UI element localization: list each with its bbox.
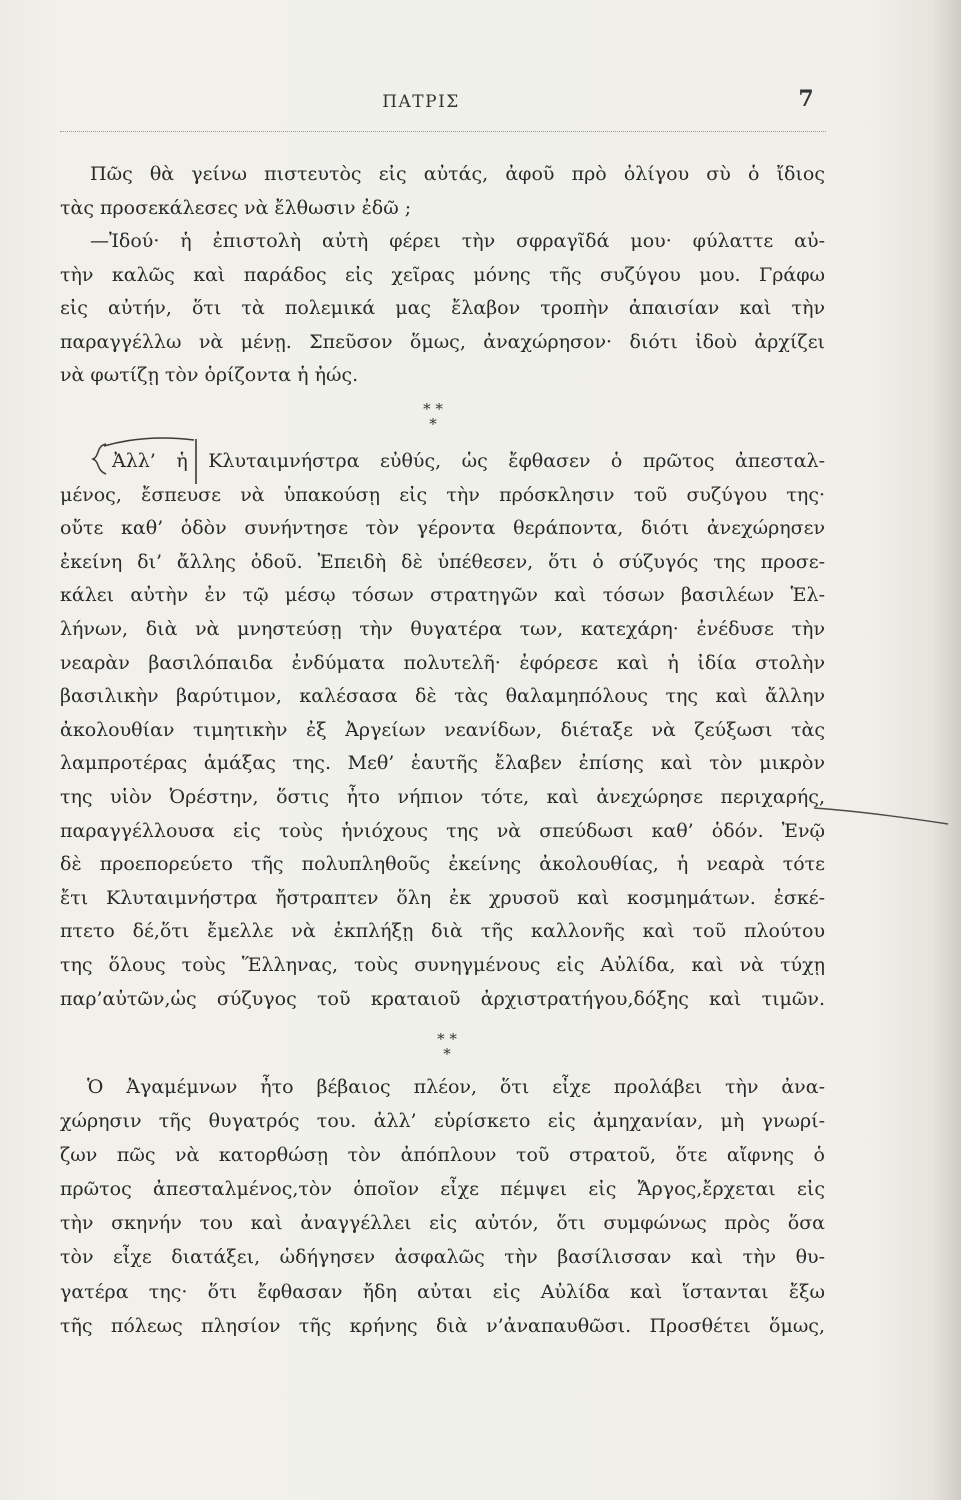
text-line: τὴν σκηνήν του καὶ ἀναγγέλλει εἰς αὐτόν, ὅτι συμφώνως πρὸς ὅσα	[60, 1212, 825, 1235]
text-line: οὔτε καθ’ ὁδὸν συνήντησε τὸν γέροντα θεράποντα, διότι ἀνεχώρησεν	[60, 517, 825, 540]
text-line: Πῶς θὰ γείνω πιστευτὸς εἰς αὐτάς, ἀφοῦ πρὸ ὀλίγου σὺ ὁ ἴδιος	[90, 163, 825, 185]
header-dotted-rule	[60, 131, 826, 132]
margin-pen-stroke	[810, 800, 952, 830]
text-line: πρῶτος ἀπεσταλμένος,τὸν ὁποῖον εἶχε πέμψει εἰς Ἄργος,ἔρχεται εἰς	[60, 1178, 825, 1201]
text-line: της ὅλους τοὺς Ἕλληνας, τοὺς συνηγμένους εἰς Αὐλίδα, καὶ νὰ τύχῃ	[60, 953, 825, 976]
text-line: τὰς προσεκάλεσες νὰ ἔλθωσιν ἐδῶ ;	[60, 196, 412, 219]
text-line: Ὁ Ἀγαμέμνων ἦτο βέβαιος πλέον, ὅτι εἶχε προλάβει τὴν ἀνα-	[87, 1076, 825, 1098]
text-line: χώρησιν τῆς θυγατρός του. ἀλλ’ εὑρίσκετο εἰς ἀμηχανίαν, μὴ γνωρί-	[60, 1110, 825, 1133]
text-line: τὸν εἶχε διατάξει, ὡδήγησεν ἀσφαλῶς τὴν βασίλισσαν καὶ τὴν θυ-	[60, 1246, 825, 1269]
text-line: ἔτι Κλυταιμνήστρα ἤστραπτεν ὅλη ἐκ χρυσοῦ καὶ κοσμημάτων. ἐσκέ-	[60, 886, 825, 909]
text-line: εἰς αὐτήν, ὅτι τὰ πολεμικά μας ἔλαβον τροπὴν ἀπαισίαν καὶ τὴν	[60, 297, 825, 319]
asterism-stars-top: * *	[437, 1030, 457, 1048]
paragraph-3	[60, 1070, 825, 1343]
text-line: γατέρα της· ὅτι ἔφθασαν ἤδη αὐται εἰς Αὐλίδα καὶ ἵστανται ἔξω	[60, 1280, 825, 1303]
asterism-stars-top: * *	[423, 400, 443, 418]
text-line: της υἱὸν Ὀρέστην, ὅστις ἦτο νήπιον τότε, καὶ ἀνεχώρησε περιχαρής,	[60, 785, 825, 808]
text-line: Ἀλλ’ ἡ Κλυταιμνήστρα εὐθύς, ὡς ἔφθασεν ὁ πρῶτος ἀπεσταλ-	[112, 450, 825, 472]
text-line: τὴν καλῶς καὶ παράδος εἰς χεῖρας μόνης τῆς συζύγου μου. Γράφω	[60, 263, 825, 286]
text-line: —Ἰδού· ἡ ἐπιστολὴ αὐτὴ φέρει τὴν σφραγῖδά μου· φύλαττε αὐ-	[90, 230, 825, 252]
text-line: βασιλικὴν βαρύτιμον, καλέσασα δὲ τὰς θαλαμηπόλους της καὶ ἄλλην	[60, 685, 825, 708]
paragraph-1	[60, 158, 825, 393]
text-line: μένος, ἔσπευσε νὰ ὑπακούσῃ εἰς τὴν πρόσκλησιν τοῦ συζύγου της·	[60, 483, 825, 506]
text-line: λαμπροτέρας ἁμάξας της. Μεθ’ ἑαυτῆς ἔλαβεν ἐπίσης καὶ τὸν μικρὸν	[60, 752, 825, 775]
asterism-stars-bottom: *	[429, 415, 437, 433]
text-line: νεαρὰν βασιλόπαιδα ἐνδύματα πολυτελῆ· ἐφόρεσε καὶ ἡ ἰδία στολὴν	[60, 651, 825, 674]
paragraph-2	[60, 445, 825, 1016]
text-line: παρ’αὐτῶν,ὡς σύζυγος τοῦ κραταιοῦ ἀρχιστρατήγου,δόξης καὶ τιμῶν.	[60, 987, 825, 1010]
page-number: 7	[798, 86, 814, 112]
text-line: ἐκείνη δι’ ἄλλης ὁδοῦ. Ἐπειδὴ δὲ ὑπέθεσεν, ὅτι ὁ σύζυγός της προσε-	[60, 550, 825, 573]
text-line: νὰ φωτίζῃ τὸν ὁρίζοντα ἡ ἠώς.	[60, 364, 359, 386]
text-line: παραγγέλλω νὰ μένῃ. Σπεῦσον ὅμως, ἀναχώρησον· διότι ἰδοὺ ἀρχίζει	[60, 330, 825, 353]
asterism-divider	[398, 402, 468, 432]
text-line: κάλει αὐτὴν ἐν τῷ μέσῳ τόσων στρατηγῶν καὶ τόσων βασιλέων Ἑλ-	[60, 584, 825, 607]
text-line: ζων πῶς νὰ κατορθώσῃ τὸν ἀπόπλουν τοῦ στρατοῦ, ὅτε αἴφνης ὁ	[60, 1144, 825, 1167]
text-line: πτετο δέ,ὅτι ἔμελλε νὰ ἐκπλήξῃ διὰ τῆς καλλονῆς καὶ τοῦ πλούτου	[60, 920, 825, 943]
text-line: ἀκολουθίαν τιμητικὴν ἐξ Ἀργείων νεανίδων, διέταξε νὰ ζεύξωσι τὰς	[60, 718, 825, 741]
text-line: παραγγέλλουσα εἰς τοὺς ἡνιόχους της νὰ σπεύδωσι καθ’ ὁδόν. Ἐνῷ	[60, 819, 825, 842]
text-line: δὲ προεπορεύετο τῆς πολυπληθοῦς ἐκείνης ἀκολουθίας, ἡ νεαρὰ τότε	[60, 853, 825, 876]
running-head-title: ΠΑΤΡΙΣ	[382, 92, 460, 112]
asterism-divider	[412, 1032, 482, 1062]
text-line: τῆς πόλεως πλησίον τῆς κρήνης διὰ ν’ἀναπαυθῶσι. Προσθέτει ὅμως,	[60, 1314, 825, 1337]
text-line: λήνων, διὰ νὰ μνηστεύσῃ τὴν θυγατέρα των, κατεχάρη· ἐνέδυσε τὴν	[60, 617, 825, 640]
asterism-stars-bottom: *	[443, 1045, 451, 1063]
